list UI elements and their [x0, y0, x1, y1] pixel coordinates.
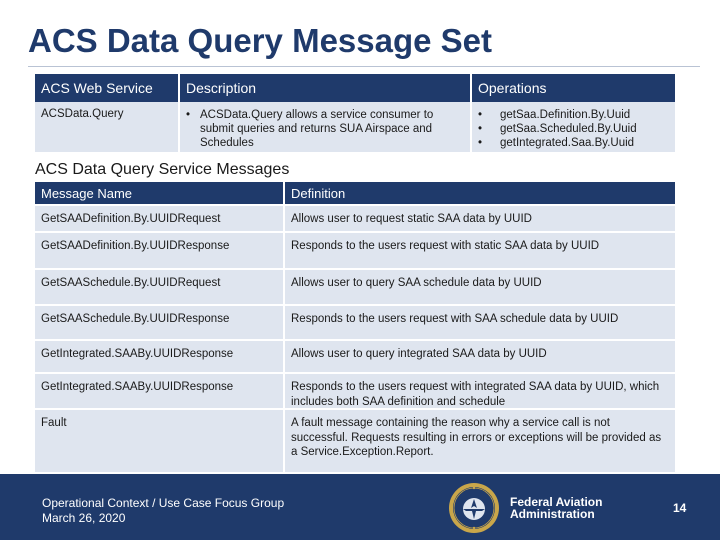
header-operations: Operations: [472, 74, 675, 102]
message-definition: A fault message containing the reason why a service call is not successful. Requests resulting in errors or exceptions will be provided as a Service.Exception.Report.: [285, 410, 675, 472]
service-description: ACSData.Query allows a service consumer to submit queries and returns SUA Airspace and Schedules: [200, 109, 434, 149]
bullet: •: [478, 123, 483, 135]
message-definition: Allows user to query integrated SAA data by UUID: [285, 341, 675, 372]
table-row: [35, 341, 675, 372]
bullet: •: [186, 109, 191, 121]
service-table: [35, 74, 675, 152]
table-row: [35, 306, 675, 339]
message-definition: Responds to the users request with integrated SAA data by UUID, which includes both SAA definition and schedule: [285, 374, 675, 408]
bullet: •: [478, 109, 483, 121]
faa-name-line1: Federal Aviation: [510, 495, 603, 509]
faa-seal-logo: [448, 482, 500, 534]
operation-item: [478, 122, 669, 136]
message-definition: Allows user to request static SAA data by UUID: [285, 206, 675, 231]
message-name: GetSAASchedule.By.UUIDResponse: [35, 306, 283, 339]
table-row: [35, 374, 675, 408]
messages-table-header: [35, 182, 675, 204]
message-name: GetSAADefinition.By.UUIDRequest: [35, 206, 283, 231]
header-message-name: Message Name: [35, 182, 283, 204]
faa-name: [510, 496, 602, 520]
service-table-row: [35, 102, 675, 152]
messages-table: [35, 182, 675, 472]
message-name: Fault: [35, 410, 283, 472]
messages-heading: ACS Data Query Service Messages: [35, 161, 290, 178]
operations-cell: [472, 102, 675, 152]
footer-event: Operational Context / Use Case Focus Group: [42, 496, 285, 510]
footer-bar: [0, 474, 720, 540]
message-name: GetSAADefinition.By.UUIDResponse: [35, 233, 283, 268]
footer-text: [42, 496, 284, 526]
message-name: GetSAASchedule.By.UUIDRequest: [35, 270, 283, 304]
message-definition: Responds to the users request with static SAA data by UUID: [285, 233, 675, 268]
page-number: 14: [673, 501, 687, 515]
message-definition: Responds to the users request with SAA schedule data by UUID: [285, 306, 675, 339]
message-name: GetIntegrated.SAABy.UUIDResponse: [35, 341, 283, 372]
header-web-service: ACS Web Service: [35, 74, 178, 102]
operation-item: [478, 136, 669, 150]
message-name: GetIntegrated.SAABy.UUIDResponse: [35, 374, 283, 408]
footer-date: March 26, 2020: [42, 511, 126, 525]
table-row: [35, 410, 675, 472]
operation-text: getIntegrated.Saa.By.Uuid: [500, 137, 635, 149]
message-definition: Allows user to query SAA schedule data by UUID: [285, 270, 675, 304]
table-row: [35, 206, 675, 231]
page-title: ACS Data Query Message Set: [28, 22, 493, 59]
table-row: [35, 270, 675, 304]
service-table-header: [35, 74, 675, 102]
operation-text: getSaa.Definition.By.Uuid: [500, 109, 631, 121]
faa-name-line2: Administration: [510, 507, 595, 521]
operation-text: getSaa.Scheduled.By.Uuid: [500, 123, 637, 135]
operation-item: [478, 108, 669, 122]
title-divider: [28, 66, 700, 67]
header-definition: Definition: [285, 182, 675, 204]
bullet: •: [478, 137, 483, 149]
table-row: [35, 233, 675, 268]
service-name: ACSData.Query: [35, 102, 178, 152]
header-description: Description: [180, 74, 470, 102]
service-description-cell: [180, 102, 470, 152]
